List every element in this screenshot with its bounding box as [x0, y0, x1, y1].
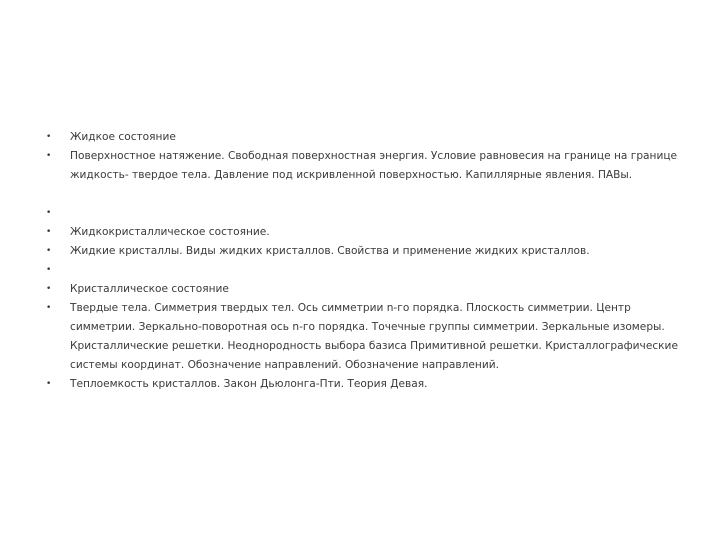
topic-text: Твердые тела. Симметрия твердых тел. Ось симметрии n-го порядка. Плоскость симметрии. Центр симметрии. Зеркально-поворотная ось n-го порядка. Точечные группы симметрии. Зеркальные изомеры. Кристаллические решетки. Неоднородность выбора базиса Примитивной решетки. Кристаллографические системы координат. Обозначение направлений. Обозначение направлений. [70, 302, 678, 371]
bullet-dot: • [46, 151, 52, 161]
bullet-dot: • [46, 265, 52, 275]
topic-text: Теплоемкость кристаллов. Закон Дьюлонга-Пти. Теория Девая. [70, 378, 428, 390]
bullet-dot: • [46, 246, 52, 256]
bullet-dot: • [46, 227, 52, 237]
bullet-dot: • [46, 284, 52, 294]
section-heading: Кристаллическое состояние [70, 283, 229, 295]
section-heading: Жидкое состояние [70, 131, 176, 143]
topic-text: Жидкие кристаллы. Виды жидких кристаллов. Свойства и применение жидких кристаллов. [70, 245, 590, 257]
section-heading: Жидкокристаллическое состояние. [70, 226, 270, 238]
list-item [40, 204, 690, 223]
list-item [40, 223, 690, 242]
bullet-dot: • [46, 303, 52, 313]
list-item [40, 242, 690, 261]
bullet-dot: • [46, 379, 52, 389]
bullet-dot: • [46, 208, 52, 218]
bullet-list [40, 128, 690, 394]
list-item [40, 147, 690, 204]
bullet-dot: • [46, 132, 52, 142]
list-item [40, 128, 690, 147]
topic-text: Поверхностное натяжение. Свободная поверхностная энергия. Условие равновесия на границе на границе жидкость- твердое тела. Давление под искривленной поверхностью. Капиллярные явления. ПАВы. [70, 150, 678, 181]
list-item [40, 280, 690, 299]
list-item [40, 261, 690, 280]
list-item [40, 299, 690, 375]
list-item [40, 375, 690, 394]
